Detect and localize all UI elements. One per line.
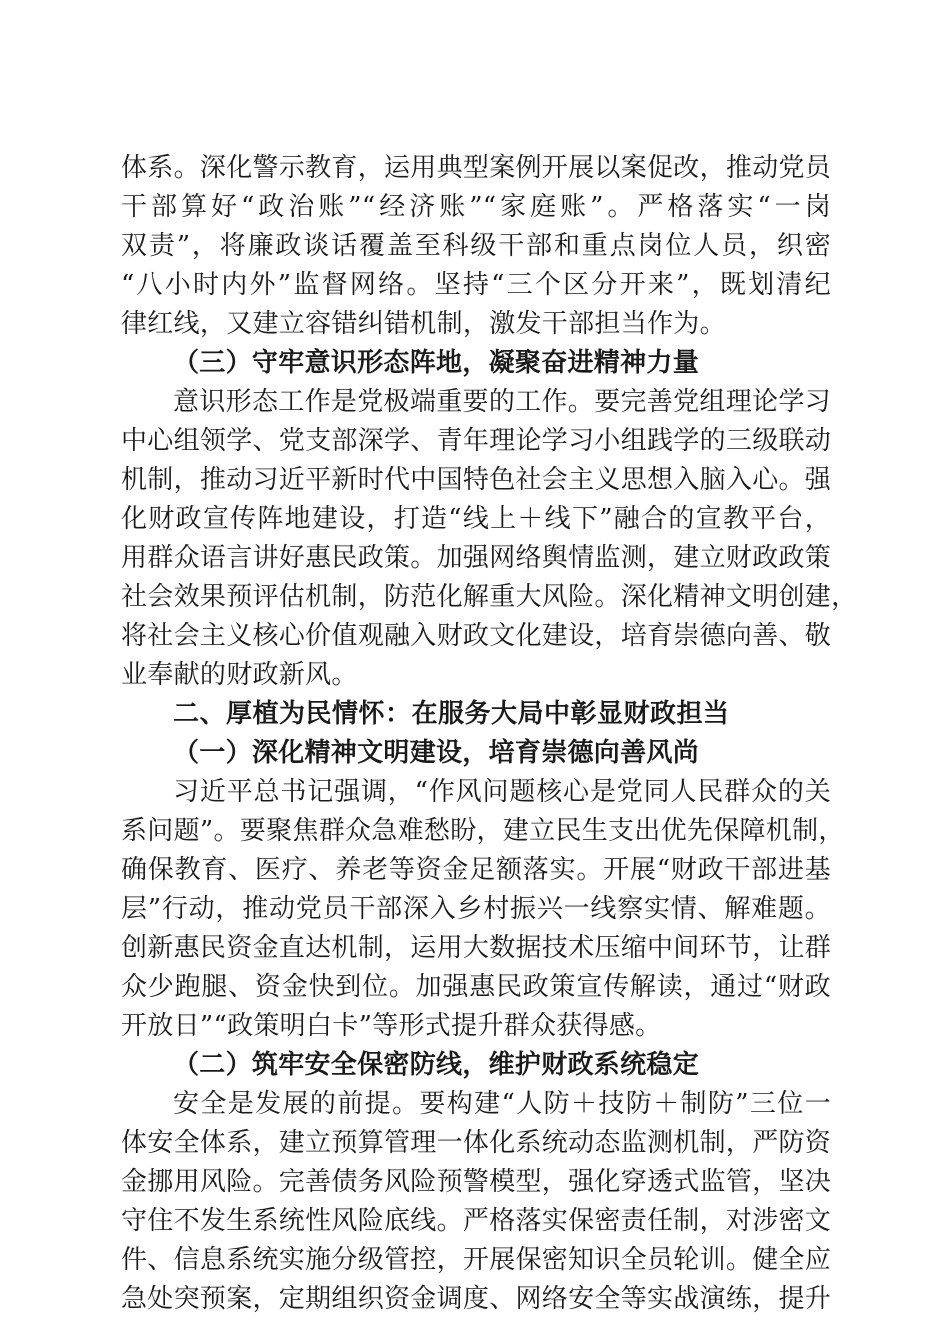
paragraph-2 — [121, 383, 858, 695]
text-line: 层”行动，推动党员干部深入乡村振兴一线察实情、解难题。 — [121, 894, 831, 924]
text-line: 化财政宣传阵地建设，打造“线上＋线下”融合的宣教平台， — [121, 504, 831, 534]
paragraph-1 — [121, 149, 831, 344]
text-line: 安全是发展的前提。要构建“人防＋技防＋制防”三位一 — [173, 1089, 831, 1119]
text-line: 众少跑腿、资金快到位。加强惠民政策宣传解读，通过“财政 — [121, 972, 831, 1002]
paragraph-3 — [121, 773, 845, 1046]
text-line: 将社会主义核心价值观融入财政文化建设，培育崇德向善、敬 — [121, 621, 832, 651]
text-line: 意识形态工作是党极端重要的工作。要完善党组理论学习 — [173, 387, 831, 417]
document-body — [121, 149, 858, 1319]
text-line: 业奉献的财政新风。 — [121, 660, 358, 690]
text-line: 社会效果预评估机制，防范化解重大风险。深化精神文明创建， — [121, 582, 858, 612]
text-line: 创新惠民资金直达机制，运用大数据技术压缩中间环节，让群 — [121, 933, 832, 963]
text-line: 中心组领学、党支部深学、青年理论学习小组践学的三级联动 — [121, 426, 832, 456]
paragraph-4 — [121, 1085, 831, 1319]
text-line: 守住不发生系统性风险底线。严格落实保密责任制，对涉密文 — [121, 1206, 832, 1236]
text-line: 双责”，将廉政谈话覆盖至科级干部和重点岗位人员，织密 — [121, 231, 831, 261]
text-line: 急处突预案，定期组织资金调度、网络安全等实战演练，提升 — [121, 1284, 832, 1314]
text-line: 律红线，又建立容错纠错机制，激发干部担当作为。 — [121, 309, 726, 339]
text-line: 习近平总书记强调，“作风问题核心是党同人民群众的关 — [173, 777, 831, 807]
subsection-heading-2-2: （二）筑牢安全保密防线，维护财政系统稳定 — [173, 1050, 700, 1080]
text-line: “八小时内外”监督网络。坚持“三个区分开来”，既划清纪 — [121, 270, 831, 300]
section-heading-2: 二、厚植为民情怀：在服务大局中彰显财政担当 — [173, 699, 730, 729]
subsection-heading-3: （三）守牢意识形态阵地，凝聚奋进精神力量 — [173, 348, 700, 378]
subsection-heading-2-1: （一）深化精神文明建设，培育崇德向善风尚 — [173, 738, 700, 768]
text-line: 干部算好“政治账”“经济账”“家庭账”。严格落实“一岗 — [121, 192, 831, 222]
text-line: 系问题”。要聚焦群众急难愁盼，建立民生支出优先保障机制， — [121, 816, 845, 846]
text-line: 金挪用风险。完善债务风险预警模型，强化穿透式监管，坚决 — [121, 1167, 832, 1197]
text-line: 开放日”“政策明白卡”等形式提升群众获得感。 — [121, 1011, 662, 1041]
text-line: 用群众语言讲好惠民政策。加强网络舆情监测，建立财政政策 — [121, 543, 832, 573]
text-line: 体系。深化警示教育，运用典型案例开展以案促改，推动党员 — [121, 153, 832, 183]
text-line: 件、信息系统实施分级管控，开展保密知识全员轮训。健全应 — [121, 1245, 832, 1275]
text-line: 确保教育、医疗、养老等资金足额落实。开展“财政干部进基 — [121, 855, 831, 885]
text-line: 体安全体系，建立预算管理一体化系统动态监测机制，严防资 — [121, 1128, 832, 1158]
text-line: 机制，推动习近平新时代中国特色社会主义思想入脑入心。强 — [121, 465, 832, 495]
